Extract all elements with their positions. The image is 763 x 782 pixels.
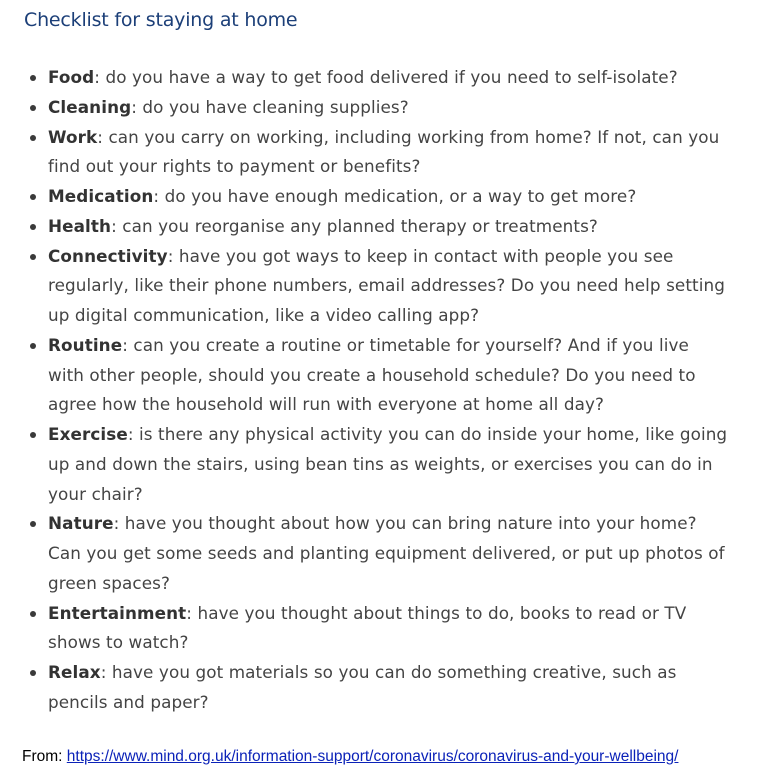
list-item-medication [0, 182, 730, 212]
checklist [0, 63, 730, 718]
bullet-icon [30, 254, 36, 260]
source-citation [22, 748, 678, 766]
bullet-icon [30, 224, 36, 230]
list-item-routine [0, 331, 730, 420]
bullet-icon [30, 670, 36, 676]
item-term: Medication [48, 186, 154, 206]
item-term: Food [48, 67, 95, 87]
item-term: Work [48, 126, 98, 147]
item-term: Cleaning [48, 96, 132, 117]
item-text: : do you have a way to get food delivered if you need to self-isolate? [94, 67, 678, 87]
source-prefix: From: [22, 748, 67, 765]
list-item-cleaning [0, 93, 730, 123]
checklist-heading: Checklist for staying at home [24, 9, 298, 31]
item-text: : can you reorganise any planned therapy or treatments? [111, 215, 598, 236]
list-item-entertainment [0, 599, 730, 659]
list-item-relax [0, 658, 730, 718]
item-term: Routine [48, 334, 123, 355]
bullet-icon [30, 135, 36, 141]
item-text: : have you thought about how you can bring nature into your home? Can you get some seeds and planting equipment delivered, or put up photos of green spaces? [48, 513, 725, 593]
source-link[interactable]: https://www.mind.org.uk/information-support/coronavirus/coronavirus-and-your-wellbeing/ [66, 748, 679, 765]
item-text: : is there any physical activity you can do inside your home, like going up and down the stairs, using bean tins as weights, or exercises you can do in your chair? [48, 424, 728, 504]
item-text: : have you got ways to keep in contact with people you see regularly, like their phone numbers, email addresses? Do you need help setting up digital communication, like a video calling app? [48, 245, 725, 325]
item-text: : have you got materials so you can do something creative, such as pencils and paper? [48, 662, 677, 712]
item-text: : do you have cleaning supplies? [131, 96, 409, 117]
list-item-nature [0, 509, 730, 598]
item-term: Connectivity [48, 245, 168, 266]
item-text: : do you have enough medication, or a way to get more? [153, 186, 637, 206]
bullet-icon [30, 343, 36, 349]
list-item-work [0, 123, 730, 183]
list-item-exercise [0, 420, 730, 509]
bullet-icon [30, 75, 36, 81]
item-term: Exercise [48, 424, 128, 444]
bullet-icon [30, 611, 36, 617]
item-term: Health [48, 215, 112, 236]
item-term: Entertainment [48, 602, 187, 623]
item-term: Nature [48, 513, 114, 534]
item-text: : have you thought about things to do, books to read or TV shows to watch? [48, 602, 687, 653]
item-text: : can you create a routine or timetable for yourself? And if you live with other people, should you create a household schedule? Do you need to agree how the household will run with everyone at home all day? [48, 334, 696, 415]
item-text: : can you carry on working, including working from home? If not, can you find out your rights to payment or benefits? [48, 126, 720, 177]
list-item-food [0, 63, 730, 93]
bullet-icon [30, 521, 36, 527]
bullet-icon [30, 432, 36, 438]
item-term: Relax [48, 662, 101, 682]
list-item-connectivity [0, 242, 730, 331]
list-item-health [0, 212, 730, 242]
bullet-icon [30, 105, 36, 111]
bullet-icon [30, 194, 36, 200]
